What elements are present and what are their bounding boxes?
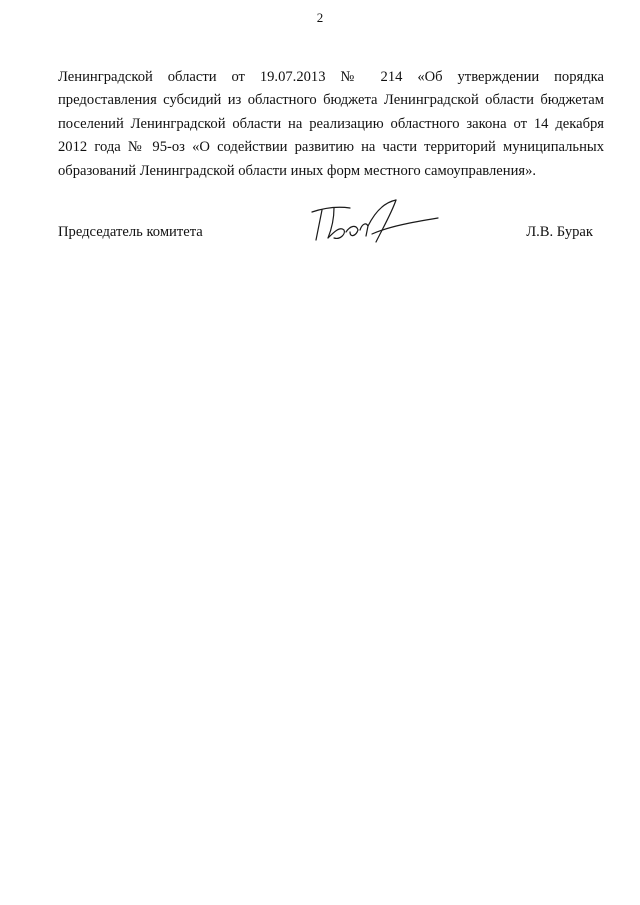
- signatory-title: Председатель комитета: [58, 224, 203, 240]
- page-number: 2: [316, 10, 324, 25]
- paragraph-line: образований Ленинградской области иных форм местного самоуправления».: [58, 162, 537, 179]
- paragraph-line: Ленинградской области от 19.07.2013 № 214 «Об утверждении порядка: [58, 69, 604, 85]
- paragraph-line: поселений Ленинградской области на реализацию областного закона от 14 декабря: [58, 115, 604, 132]
- body-paragraph: [58, 66, 604, 183]
- paragraph-line: предоставления субсидий из областного бюджета Ленинградской области бюджетам: [58, 92, 604, 109]
- paragraph-line: 2012 года № 95-оз «О содействии развитию на части территорий муниципальных: [58, 139, 604, 156]
- handwritten-signature: [306, 196, 446, 252]
- signatory-name: Л.В. Бурак: [526, 224, 593, 240]
